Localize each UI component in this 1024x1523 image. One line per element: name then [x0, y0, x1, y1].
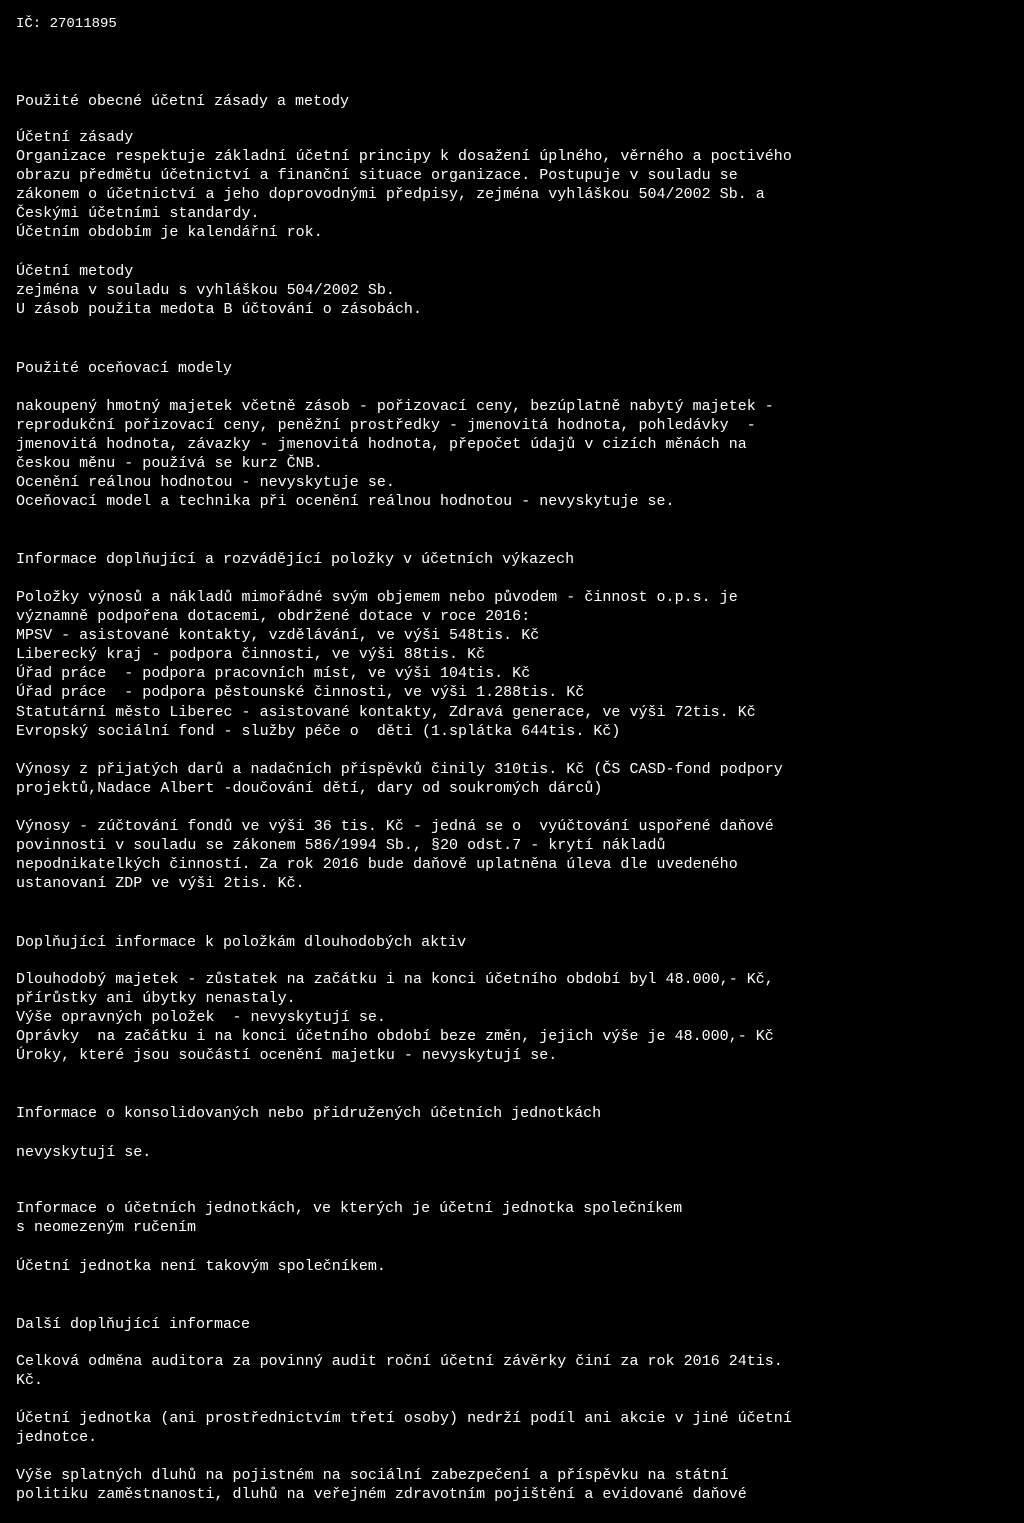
text-line: Celková odměna auditora za povinný audit roční účetní závěrky činí za rok 2016 24tis.: [16, 1353, 783, 1370]
text-line: Výše opravných položek - nevyskytují se.: [16, 1009, 386, 1027]
text-line: Položky výnosů a nákladů mimořádné svým objemem nebo původem - činnost o.p.s. je: [16, 589, 738, 606]
text-line: Oceňovací model a technika při ocenění reálnou hodnotou - nevyskytuje se.: [16, 493, 675, 511]
text-line: MPSV - asistované kontakty, vzdělávání, ve výši 548tis. Kč: [16, 627, 540, 645]
section-heading: Použité obecné účetní zásady a metody: [16, 93, 350, 110]
text-line: Dlouhodobý majetek - zůstatek na začátku i na konci účetního období byl 48.000,- Kč,: [16, 971, 774, 988]
text-line: Úřad práce - podpora pěstounské činnosti, ve výši 1.288tis. Kč: [16, 684, 585, 702]
text-line: Evropský sociální fond - služby péče o děti (1.splátka 644tis. Kč): [16, 722, 621, 740]
paragraph: [16, 128, 1016, 243]
text-line: Ocenění reálnou hodnotou - nevyskytuje se.: [16, 474, 395, 492]
text-line: nakoupený hmotný majetek včetně zásob - pořizovací ceny, bezúplatně nabytý majetek -: [16, 398, 774, 415]
text-line: nevyskytují se.: [16, 1144, 152, 1161]
text-line: Výnosy z přijatých darů a nadačních příspěvků činily 310tis. Kč (ČS CASD-fond podpory: [16, 761, 783, 778]
text-line: Statutární město Liberec - asistované kontakty, Zdravá generace, ve výši 72tis. Kč: [16, 703, 756, 721]
paragraph: [16, 1257, 1016, 1276]
text-line: významně podpořena dotacemi, obdržené dotace v roce 2016:: [16, 608, 531, 626]
section-heading: Další doplňující informace: [16, 1316, 251, 1333]
text-line: Organizace respektuje základní účetní principy k dosažení úplného, věrného a poctivého: [16, 148, 792, 166]
text-line: Oprávky na začátku i na konci účetního období beze změn, jejich výše je 48.000,- Kč: [16, 1028, 774, 1046]
section-heading: Informace doplňující a rozvádějící položky v účetních výkazech: [16, 551, 575, 568]
text-line: českou měnu - používá se kurz ČNB.: [16, 455, 323, 473]
text-line: Účetní jednotka není takovým společníkem.: [16, 1258, 386, 1275]
section-heading: Informace o účetních jednotkách, ve kterých je účetní jednotka společníkem: [16, 1200, 683, 1217]
text-line: Výnosy - zúčtování fondů ve výši 36 tis. Kč - jedná se o vyúčtování uspořené daňové: [16, 818, 774, 835]
section-heading: Informace o konsolidovaných nebo přidružených účetních jednotkách: [16, 1105, 602, 1122]
text-line: Výše splatných dluhů na pojistném na sociální zabezpečení a příspěvku na státní: [16, 1467, 729, 1484]
text-line: jednotce.: [16, 1429, 98, 1447]
paragraph: [16, 1143, 1016, 1162]
paragraph: [16, 970, 1016, 1065]
section-heading-continued: s neomezeným ručením: [16, 1219, 197, 1237]
paragraph: [16, 1466, 1016, 1504]
paragraph: [16, 1409, 1016, 1447]
section-additional-info: [16, 1315, 1016, 1334]
section-accounting-principles: [16, 92, 1016, 111]
text-line: zejména v souladu s vyhláškou 504/2002 Sb.: [16, 282, 395, 300]
paragraph: [16, 1352, 1016, 1390]
text-line: povinnosti v souladu se zákonem 586/1994 Sb., §20 odst.7 - krytí nákladů: [16, 837, 666, 855]
section-valuation-models: [16, 359, 1016, 378]
text-line: Českými účetními standardy.: [16, 205, 260, 223]
text-line: ustanovaní ZDP ve výši 2tis. Kč.: [16, 875, 305, 893]
section-consolidated-units: [16, 1104, 1016, 1123]
paragraph: [16, 397, 1016, 512]
text-line: politiku zaměstnanosti, dluhů na veřejném zdravotním pojištění a evidované daňové: [16, 1486, 747, 1504]
section-heading: Použité oceňovací modely: [16, 360, 233, 377]
text-line: U zásob použita medota B účtování o zásobách.: [16, 301, 422, 319]
text-line: Účetním obdobím je kalendářní rok.: [16, 224, 323, 242]
text-line: zákonem o účetnictví a jeho doprovodnými předpisy, zejména vyhláškou 504/2002 Sb. a: [16, 186, 765, 204]
text-line: Úroky, které jsou součástí ocenění majetku - nevyskytují se.: [16, 1047, 558, 1065]
paragraph: [16, 760, 1016, 798]
text-line: Účetní jednotka (ani prostřednictvím třetí osoby) nedrží podíl ani akcie v jiné účetní: [16, 1410, 792, 1427]
text-line: reprodukční pořizovací ceny, peněžní prostředky - jmenovitá hodnota, pohledávky -: [16, 417, 756, 435]
section-heading: Doplňující informace k položkám dlouhodobých aktiv: [16, 934, 467, 951]
paragraph: [16, 588, 1016, 741]
text-line: Kč.: [16, 1372, 44, 1390]
paragraph: [16, 817, 1016, 893]
text-line: přírůstky ani úbytky nenastaly.: [16, 990, 296, 1008]
company-id: IČ: 27011895: [16, 16, 117, 32]
subheading: Účetní metody: [16, 263, 134, 280]
text-line: projektů,Nadace Albert -doučování dětí, dary od soukromých dárců): [16, 780, 603, 798]
text-line: Liberecký kraj - podpora činnosti, ve výši 88tis. Kč: [16, 646, 486, 664]
section-partner-units: [16, 1199, 1016, 1237]
text-line: jmenovitá hodnota, závazky - jmenovitá hodnota, přepočet údajů v cizích měnách na: [16, 436, 747, 454]
section-long-term-assets: [16, 933, 1016, 952]
section-statement-items: [16, 550, 1016, 569]
text-line: Úřad práce - podpora pracovních míst, ve výši 104tis. Kč: [16, 665, 531, 683]
paragraph: [16, 262, 1016, 319]
text-line: nepodnikatelkých činností. Za rok 2016 bude daňově uplatněna úleva dle uvedeného: [16, 856, 738, 874]
subheading: Účetní zásady: [16, 129, 134, 146]
text-line: obrazu předmětu účetnictví a finanční situace organizace. Postupuje v souladu se: [16, 167, 738, 185]
